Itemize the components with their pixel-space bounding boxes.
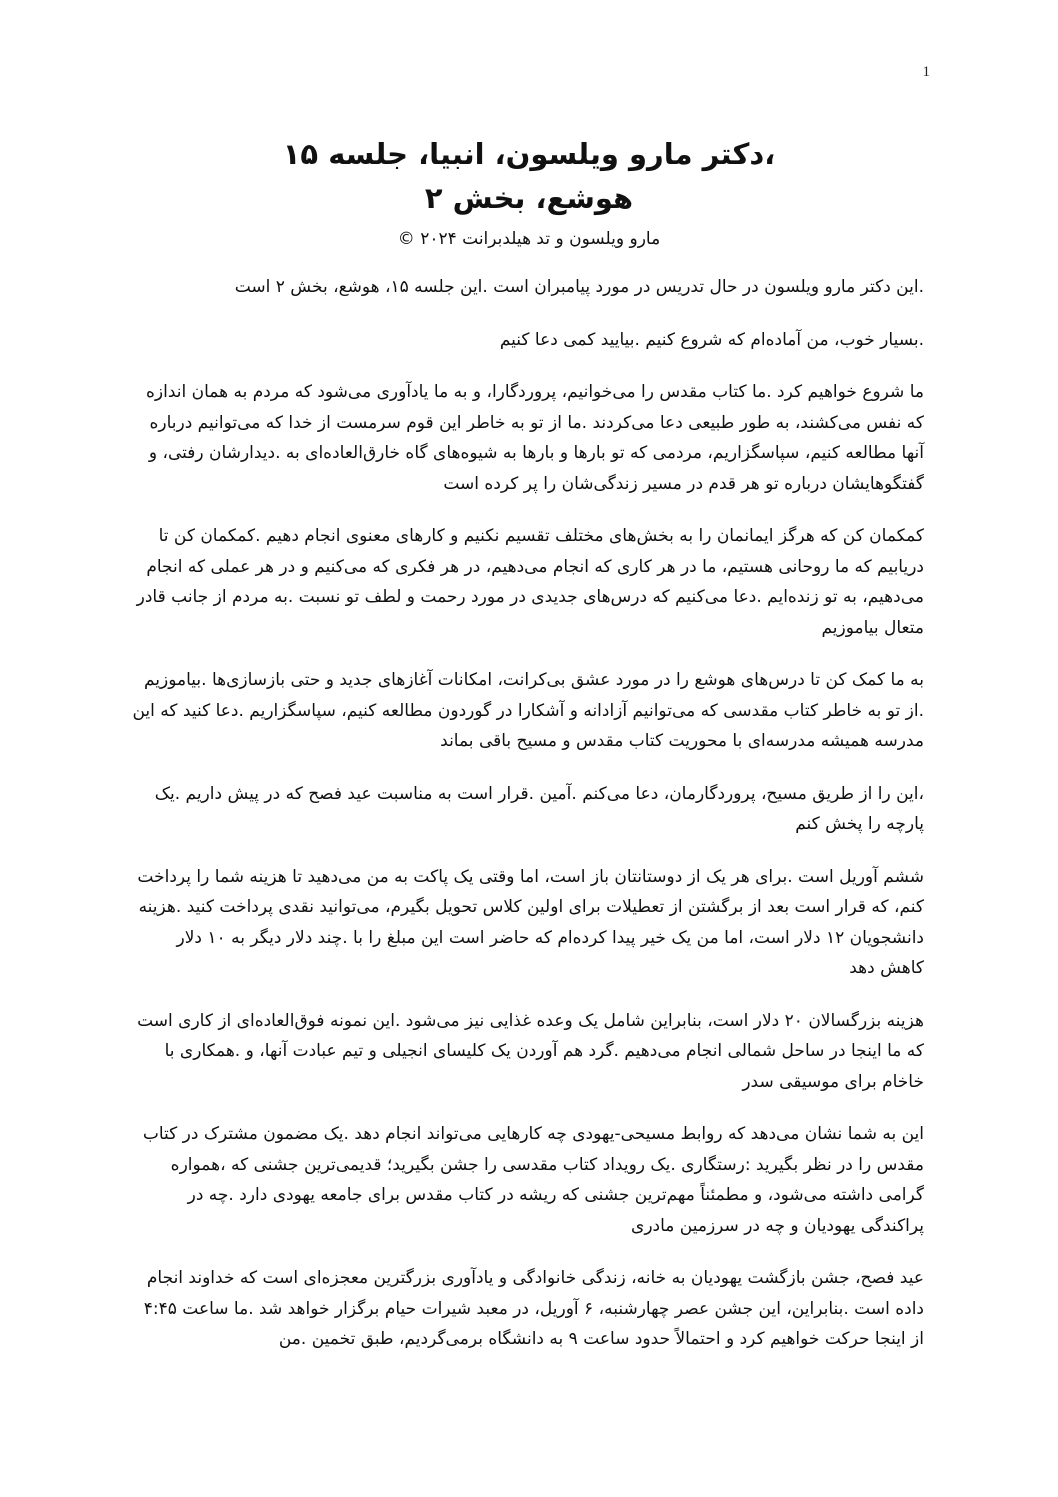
paragraph-1: .این دکتر مارو ویلسون در حال تدریس در مورد پیامبران است .این جلسه ۱۵، هوشع، بخش ۲ است [234,277,924,297]
paragraph-9: این به شما نشان می‌دهد که روابط مسیحی-یهودی چه کارهایی می‌تواند انجام دهد .یک مضمون مشترک در کتاب مقدس را در نظر بگیرید :رستگاری .یک رویداد کتاب مقدسی را جشن بگیرید؛ قدیمی‌ترین جشنی که ،همواره گرامی داشته می‌شود، و مطمئناً مهم‌ترین جشنی که ریشه در کتاب مقدس برای جامعه یهودی دارد .چه در پراکندگی یهودیان و چه در سرزمین مادری [142,1124,924,1236]
paragraph-4: کمکمان کن که هرگز ایمانمان را به بخش‌های مختلف تقسیم نکنیم و کارهای معنوی انجام دهیم .کمکمان کن تا دریابیم که ما روحانی هستیم، ما در هر کاری که انجام می‌دهیم، در هر فکری که می‌کنیم و در هر عملی که انجام می‌دهیم، به تو زنده‌ایم .دعا می‌کنیم که درس‌های جدیدی در مورد رحمت و لطف تو نسبت .به مردم از جانب قادر متعال بیاموزیم [136,526,924,638]
transcript-body [128,272,924,1377]
paragraph-8: هزینه بزرگسالان ۲۰ دلار است، بنابراین شامل یک وعده غذایی نیز می‌شود .این نمونه فوق‌العاده‌ای از کاری است که ما اینجا در ساحل شمالی انجام می‌دهیم .گرد هم آوردن یک کلیسای انجیلی و تیم عبادت آنها، و .همکاری با خاخام برای موسیقی سدر [137,1010,924,1092]
paragraph-5: به ما کمک کن تا درس‌های هوشع را در مورد عشق بی‌کرانت، امکانات آغازهای جدید و حتی بازسازی‌ها .بیاموزیم .از تو به خاطر کتاب مقدسی که می‌توانیم آزادانه و آشکارا در گوردون مطالعه کنیم، سپاسگزاریم .دعا کنید که این مدرسه همیشه مدرسه‌ای با محوریت کتاب مقدس و مسیح باقی بماند [132,670,924,751]
paragraph-7: ششم آوریل است .برای هر یک از دوستانتان باز است، اما وقتی یک پاکت به من می‌دهید تا هزینه شما را پرداخت کنم، که قرار است بعد از برگشتن از تعطیلات برای اولین کلاس تحویل بگیرم، می‌توانید نقدی پرداخت کنید .هزینه دانشجویان ۱۲ دلار است، اما من یک خیر پیدا کرده‌ام که حاضر است این مبلغ را با .چند دلار دیگر به ۱۰ دلار کاهش دهد [137,866,924,978]
page-number: 1 [922,64,930,80]
copyright-notice: مارو ویلسون و تد هیلدبرانت ۲۰۲۴ © [397,229,661,249]
document-title-line-2: هوشع، بخش ۲ [424,181,634,215]
title-block [128,132,930,252]
paragraph-2: .بسیار خوب، من آماده‌ام که شروع کنیم .بیایید کمی دعا کنیم [499,329,924,350]
paragraph-10: عید فصح، جشن بازگشت یهودیان به خانه، زندگی خانوادگی و یادآوری بزرگترین معجزه‌ای است که خداوند انجام داده است .بنابراین، این جشن عصر چهارشنبه، ۶ آوریل، در معبد شیرات حیام برگزار خواهد شد .ما ساعت ۴:۴۵ از اینجا حرکت خواهیم کرد و احتمالاً حدود ساعت ۹ به دانشگاه برمی‌گردیم، طبق تخمین .من [143,1268,924,1349]
paragraph-3: ما شروع خواهیم کرد .ما کتاب مقدس را می‌خوانیم، پروردگارا، و به ما یادآوری می‌شود که مردم به همان اندازه که نفس می‌کشند، به طور طبیعی دعا می‌کردند .ما از تو به خاطر این قوم سرمست از خدا که می‌توانیم درباره آنها مطالعه کنیم، سپاسگزاریم، مردمی که تو بارها و بارها به شیوه‌های گاه خارق‌العاده‌ای به .دیدارشان رفتی، و گفتگوهایشان درباره تو هر قدم در مسیر زندگی‌شان را پر کرده است [145,382,924,494]
paragraph-6: ،این را از طریق مسیح، پروردگارمان، دعا می‌کنم .آمین .قرار است به مناسبت عید فصح که در پیش داریم .یک پارچه را پخش کنم [154,783,924,834]
document-title-line-1: ،دکتر مارو ویلسون، انبیا، جلسه ۱۵ [282,137,776,171]
